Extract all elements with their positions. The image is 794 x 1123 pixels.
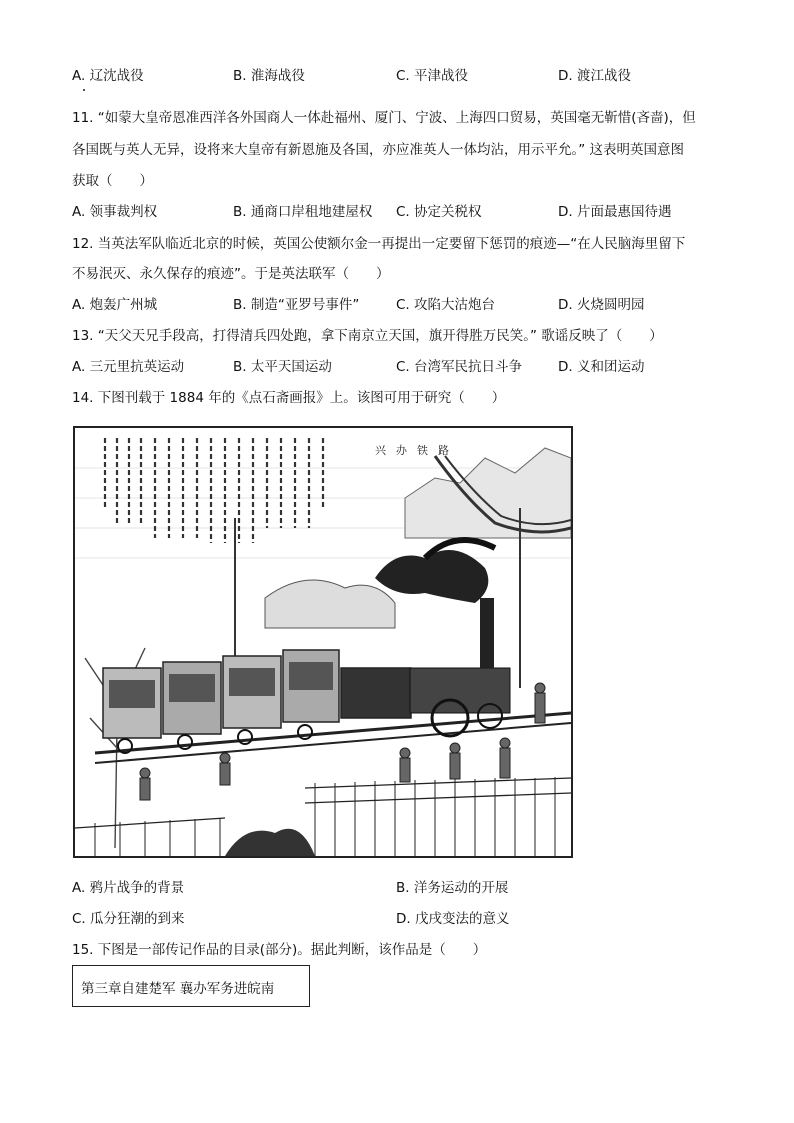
toc-entry: 第三章自建楚军 襄办军务进皖南 [81, 981, 275, 997]
q11-stem-line2: 各国既与英人无异，设将来大皇帝有新恩施及各国，亦应准英人一体均沾，用示平允。” 这表明英国意图 [72, 142, 685, 158]
q10-option-d: D. 渡江战役 [558, 68, 631, 84]
q12-stem-line2: 不易泯灭、永久保存的痕迹”。于是英法联军（ ） [72, 266, 390, 282]
stray-dot [83, 89, 85, 91]
q12-option-a: A. 炮轰广州城 [72, 297, 158, 313]
q13-option-a: A. 三元里抗英运动 [72, 359, 185, 375]
q12-option-d: D. 火烧圆明园 [558, 297, 645, 313]
q13-option-d: D. 义和团运动 [558, 359, 645, 375]
q10-option-a: A. 辽沈战役 [72, 68, 144, 84]
q11-option-a: A. 领事裁判权 [72, 204, 158, 220]
q12-stem-line1: 12. 当英法军队临近北京的时候，英国公使额尔金一再提出一定要留下惩罚的痕迹—“在人民脑海里留下 [72, 236, 686, 252]
q11-option-d: D. 片面最惠国待遇 [558, 204, 672, 220]
q12-option-c: C. 攻陷大沽炮台 [396, 297, 496, 313]
q13-stem-line1: 13. “天父天兄手段高，打得清兵四处跑，拿下南京立天国，旗开得胜万民笑。” 歌谣反映了（ ） [72, 328, 663, 344]
q10-option-c: C. 平津战役 [396, 68, 469, 84]
q12-option-b: B. 制造“亚罗号事件” [233, 297, 360, 313]
q11-stem-line3: 获取（ ） [72, 173, 153, 189]
q14-option-b: B. 洋务运动的开展 [396, 880, 509, 896]
q15-stem-line1: 15. 下图是一部传记作品的目录(部分)。据此判断，该作品是（ ） [72, 942, 487, 958]
q14-option-a: A. 鸦片战争的背景 [72, 880, 185, 896]
q14-stem-line1: 14. 下图刊载于 1884 年的《点石斋画报》上。该图可用于研究（ ） [72, 390, 506, 406]
q11-option-c: C. 协定关税权 [396, 204, 482, 220]
q14-option-c: C. 瓜分狂潮的到来 [72, 911, 185, 927]
toc-excerpt-box [72, 965, 310, 1007]
q11-option-b: B. 通商口岸租地建屋权 [233, 204, 373, 220]
illustration-title: 兴办铁路 [375, 444, 459, 457]
q11-stem-line1: 11. “如蒙大皇帝恩准西洋各外国商人一体赴福州、厦门、宁波、上海四口贸易，英国毫无靳惜(吝啬)，但 [72, 110, 696, 126]
q10-option-b: B. 淮海战役 [233, 68, 305, 84]
q13-option-c: C. 台湾军民抗日斗争 [396, 359, 523, 375]
q14-option-d: D. 戊戌变法的意义 [396, 911, 510, 927]
q13-option-b: B. 太平天国运动 [233, 359, 332, 375]
railway-illustration [73, 426, 573, 858]
